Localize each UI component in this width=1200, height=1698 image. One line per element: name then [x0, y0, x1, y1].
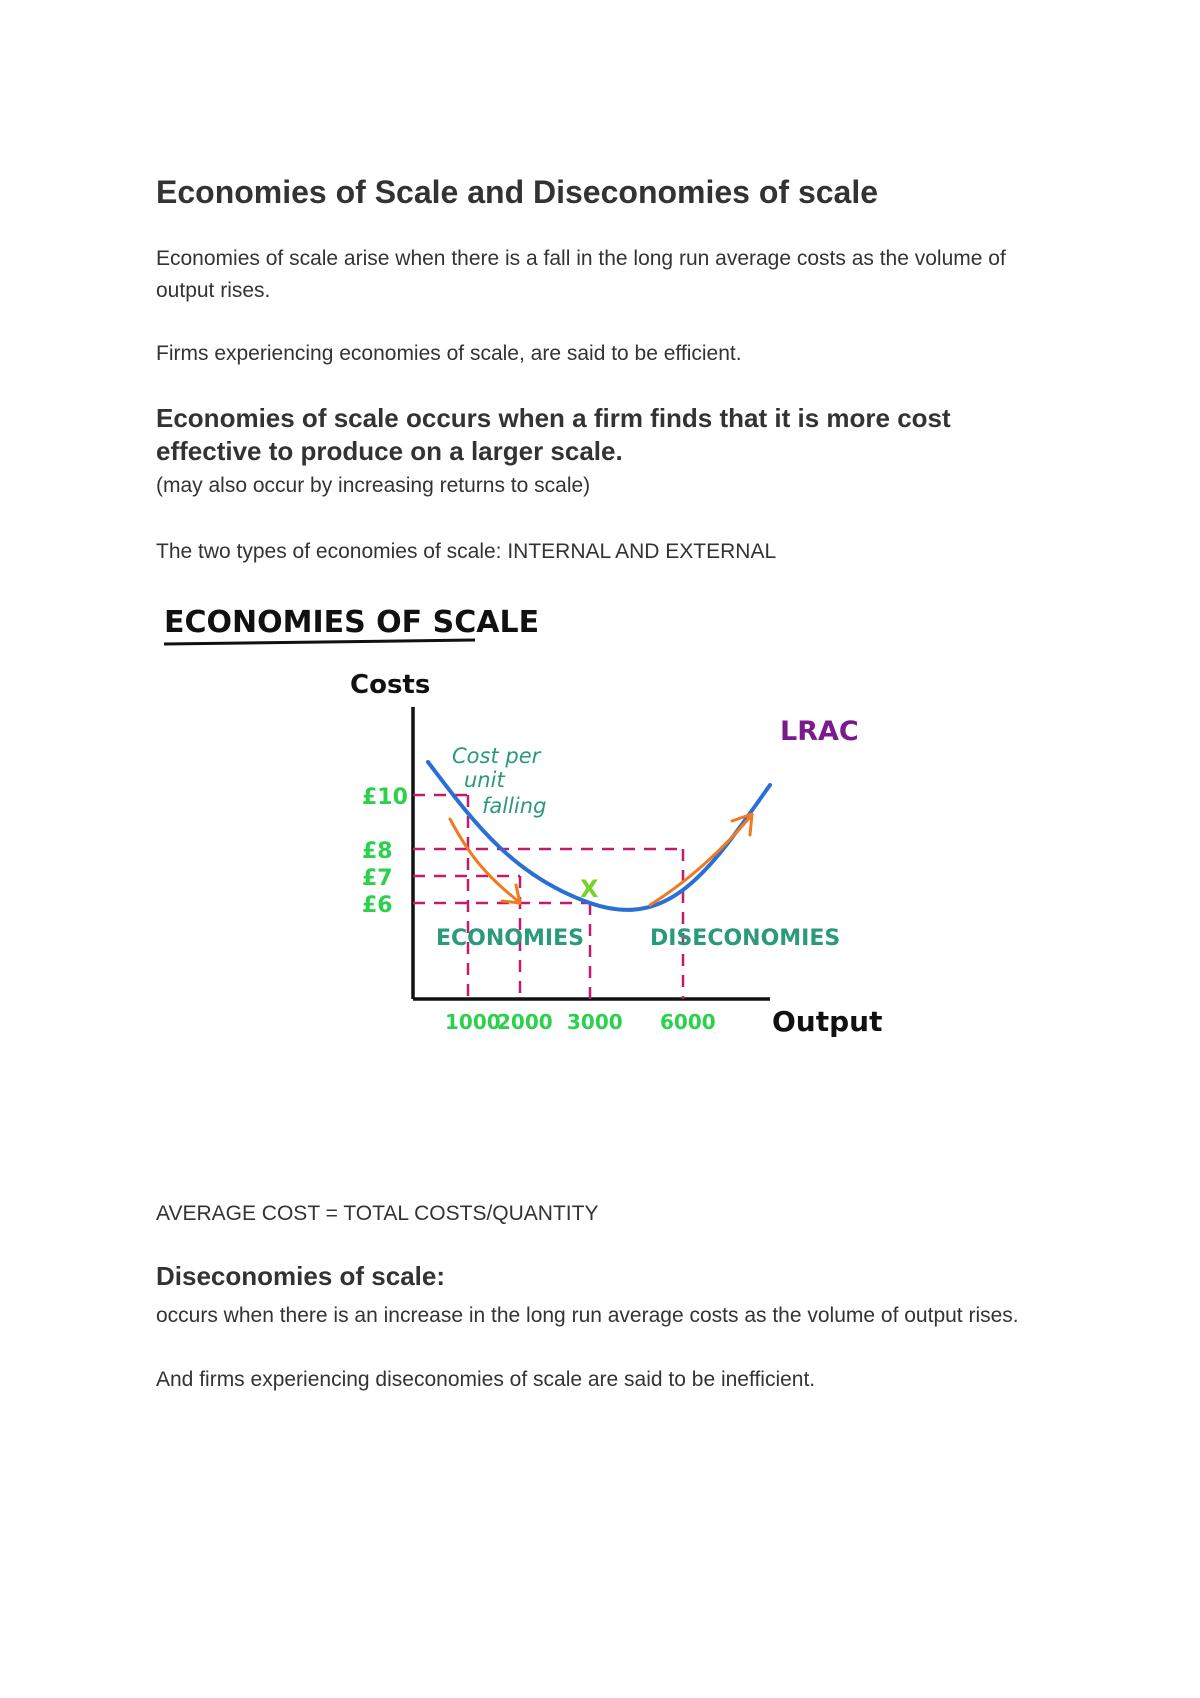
x-axis-label: Output: [772, 1005, 883, 1038]
intro-paragraph: Economies of scale arise when there is a fall in the long run average costs as the volume of output rises.: [156, 247, 1006, 302]
x-tick-3000: 3000: [567, 1010, 623, 1034]
x-tick-labels: [445, 1010, 716, 1034]
cost-per-unit-falling-annotation: [452, 744, 546, 818]
diagram-title-underline: [164, 640, 475, 644]
returns-note: (may also occur by increasing returns to scale): [156, 474, 591, 497]
y-tick-1: £8: [362, 839, 393, 864]
diseconomies-region-label: DISECONOMIES: [650, 926, 841, 951]
diseconomies-paragraph: occurs when there is an increase in the long run average costs as the volume of output rises.: [156, 1304, 1019, 1327]
diagram-title: ECONOMIES OF SCALE: [164, 605, 540, 640]
x-tick-2000: 2000: [497, 1010, 553, 1034]
x-tick-1000: 1000: [445, 1010, 501, 1034]
y-axis-label: Costs: [350, 670, 431, 700]
efficiency-paragraph: Firms experiencing economies of scale, are said to be efficient.: [156, 342, 742, 365]
types-paragraph: The two types of economies of scale: INTERNAL AND EXTERNAL: [156, 540, 777, 563]
average-cost-formula: AVERAGE COST = TOTAL COSTS/QUANTITY: [156, 1202, 599, 1225]
annotation-line-2: unit: [464, 768, 505, 792]
y-tick-2: £7: [362, 866, 393, 891]
minimum-cost-marker: X: [580, 875, 599, 903]
annotation-line-3: falling: [482, 794, 547, 818]
diseconomies-heading: Diseconomies of scale:: [156, 1261, 445, 1291]
annotation-line-1: Cost per: [452, 744, 541, 768]
y-tick-3: £6: [362, 893, 393, 918]
economies-heading: Economies of scale occurs when a firm finds that it is more cost effective to produce on a larger scale.: [156, 403, 951, 466]
document-title: Economies of Scale and Diseconomies of scale: [156, 174, 879, 210]
x-tick-6000: 6000: [660, 1010, 716, 1034]
diseconomies-arrow: [650, 817, 750, 905]
y-tick-labels: [362, 785, 408, 918]
economies-region-label: ECONOMIES: [436, 926, 584, 951]
economies-of-scale-diagram: [150, 585, 910, 1065]
y-tick-0: £10: [362, 785, 408, 810]
lrac-label: LRAC: [780, 716, 859, 747]
inefficiency-paragraph: And firms experiencing diseconomies of scale are said to be inefficient.: [156, 1368, 816, 1391]
